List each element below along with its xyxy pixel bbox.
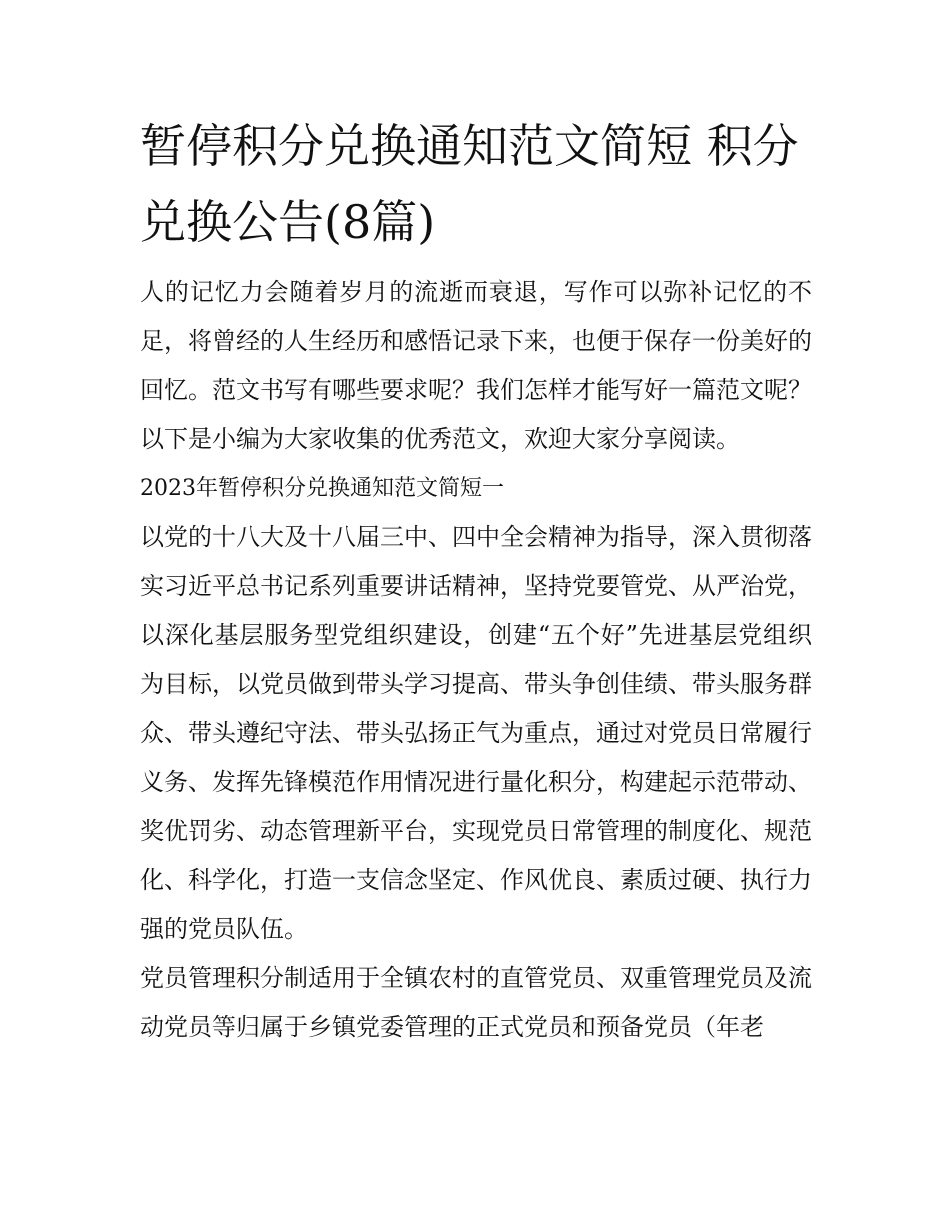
document-page: [140, 108, 812, 1052]
intro-paragraph: 人的记忆力会随着岁月的流逝而衰退，写作可以弥补记忆的不足，将曾经的人生经历和感悟记录下来，也便于保存一份美好的回忆。范文书写有哪些要求呢？我们怎样才能写好一篇范文呢？以下是小编为大家收集的优秀范文，欢迎大家分享阅读。: [140, 278, 812, 453]
section-heading: 2023年暂停积分兑换通知范文简短一: [140, 476, 504, 501]
body-paragraph-1: 以党的十八大及十八届三中、四中全会精神为指导，深入贯彻落实习近平总书记系列重要讲话精神，坚持党要管党、从严治党，以深化基层服务型党组织建设，创建“五个好”先进基层党组织为目标，以党员做到带头学习提高、带头争创佳绩、带头服务群众、带头遵纪守法、带头弘扬正气为重点，通过对党员日常履行义务、发挥先锋模范作用情况进行量化积分，构建起示范带动、奖优罚劣、动态管理新平台，实现党员日常管理的制度化、规范化、科学化，打造一支信念坚定、作风优良、素质过硬、执行力强的党员队伍。: [140, 523, 812, 943]
document-title: 暂停积分兑换通知范文简短 积分兑换公告(8篇): [140, 119, 799, 249]
body-paragraph-2: 党员管理积分制适用于全镇农村的直管党员、双重管理党员及流动党员等归属于乡镇党委管理的正式党员和预备党员（年老: [140, 964, 812, 1041]
